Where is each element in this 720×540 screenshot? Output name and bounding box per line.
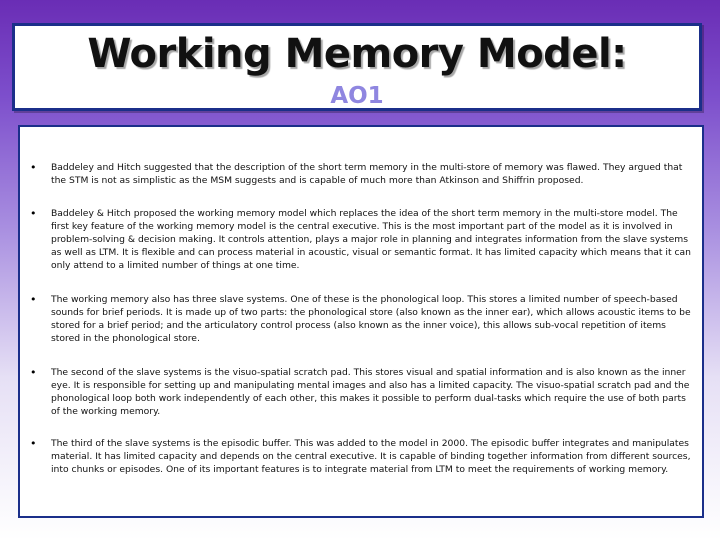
bullet-marker: • [30, 437, 37, 450]
slide-title: Working Memory Model: [87, 31, 627, 77]
bullet-marker: • [30, 293, 37, 306]
bullet-marker: • [30, 161, 37, 174]
bullet-text: Baddeley & Hitch proposed the working memory model which replaces the idea of the short term memory in the multi-store model. The first key feature of the working memory model is the central executive. This is the most important part of the model as it is involved in problem-solving & decision making. It controls attention, plays a major role in planning and integrates information from the slave systems as well as LTM. It is flexible and can process material in acoustic, visual or semantic format. It has limited capacity which means that it can only attend to a limited number of things at one time. [51, 208, 691, 271]
content-box [18, 125, 704, 518]
bullet-text: Baddeley and Hitch suggested that the description of the short term memory in the multi-store of memory was flawed. They argued that the STM is not as simplistic as the MSM suggests and is capable of much more than Atkinson and Shiffrin proposed. [51, 162, 683, 186]
bullet-text: The working memory also has three slave systems. One of these is the phonological loop. This stores a limited number of speech-based sounds for brief periods. It is made up of two parts: the phonological store (also known as the inner ear), which allows acoustic items to be stored for a brief period; and the articulatory control process (also known as the inner voice), this allows sub-vocal repetition of items stored in the phonological store. [51, 294, 691, 344]
bullet-text: The third of the slave systems is the episodic buffer. This was added to the model in 2000. The episodic buffer integrates and manipulates material. It has limited capacity and depends on the central executive. It is capable of binding together information from different sources, into chunks or episodes. One of its important features is to integrate material from LTM to meet the requirements of working memory. [51, 438, 691, 475]
bullet-marker: • [30, 366, 37, 379]
bullet-marker: • [30, 207, 37, 220]
title-box [12, 23, 702, 111]
bullet-text: The second of the slave systems is the visuo-spatial scratch pad. This stores visual and spatial information and is also known as the inner eye. It is responsible for setting up and manipulating mental images and also has a limited capacity. The visuo-spatial scratch pad and the phonological loop both work independently of each other, this makes it possible to perform dual-tasks which require the use of both parts of the working memory. [51, 367, 690, 417]
slide-subtitle: AO1 [330, 83, 384, 109]
